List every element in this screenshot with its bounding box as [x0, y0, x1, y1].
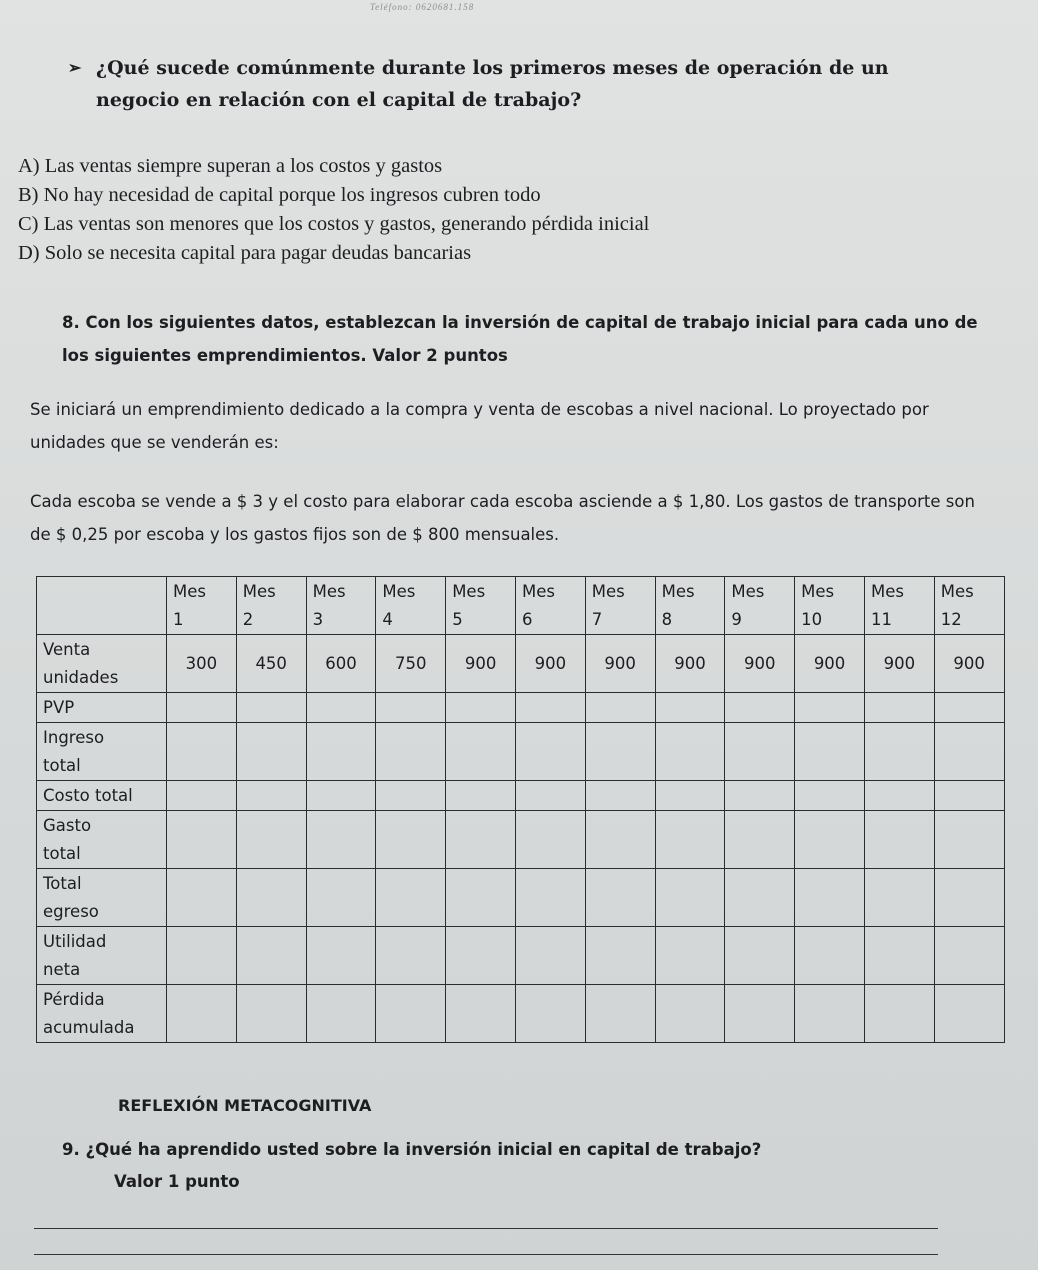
table-row-costo: [37, 781, 1005, 811]
input-cell[interactable]: [655, 985, 725, 1043]
input-cell[interactable]: [376, 811, 446, 869]
input-cell[interactable]: [446, 693, 516, 723]
units-cell: 300: [167, 635, 237, 693]
scenario-paragraph: Se iniciará un emprendimiento dedicado a la compra y venta de escobas a nivel nacional. Lo proyectado por unidades que se venderán es:: [30, 400, 929, 452]
input-cell[interactable]: [934, 811, 1004, 869]
input-cell[interactable]: [167, 693, 237, 723]
input-cell[interactable]: [655, 693, 725, 723]
input-cell[interactable]: [585, 927, 655, 985]
input-cell[interactable]: [167, 723, 237, 781]
option-c: C) Las ventas son menores que los costos y gastos, generando pérdida inicial: [18, 213, 650, 235]
input-cell[interactable]: [795, 869, 865, 927]
month-header: Mes 7: [585, 577, 655, 635]
faded-header-text: Teléfono: 0620681.158: [370, 2, 475, 12]
month-header: Mes 6: [515, 577, 585, 635]
row-label: Total egreso: [37, 869, 167, 927]
input-cell[interactable]: [376, 693, 446, 723]
input-cell[interactable]: [376, 985, 446, 1043]
input-cell[interactable]: [306, 811, 376, 869]
input-cell[interactable]: [515, 723, 585, 781]
question-9-text: 9. ¿Qué ha aprendido usted sobre la inversión inicial en capital de trabajo?: [62, 1140, 762, 1159]
input-cell[interactable]: [795, 723, 865, 781]
input-cell[interactable]: [655, 781, 725, 811]
row-label: Ingreso total: [37, 723, 167, 781]
input-cell[interactable]: [236, 693, 306, 723]
reflection-heading: REFLEXIÓN METACOGNITIVA: [118, 1096, 372, 1115]
units-cell: 900: [725, 635, 795, 693]
table-row-ingreso: [37, 723, 1005, 781]
input-cell[interactable]: [446, 869, 516, 927]
cost-paragraph: Cada escoba se vende a $ 3 y el costo para elaborar cada escoba asciende a $ 1,80. Los gastos de transporte son de $ 0,25 por escoba y los gastos fijos son de $ 800 mensuales.: [30, 492, 975, 544]
input-cell[interactable]: [585, 693, 655, 723]
row-label: Gasto total: [37, 811, 167, 869]
question-8-title: 8. Con los siguientes datos, establezcan la inversión de capital de trabajo inicial para cada uno de los siguientes emprendimientos. Valor 2 puntos: [62, 313, 978, 365]
input-cell[interactable]: [864, 985, 934, 1043]
table-header-row: [37, 577, 1005, 635]
month-header: Mes 8: [655, 577, 725, 635]
month-header: Mes 2: [236, 577, 306, 635]
row-label: Pérdida acumulada: [37, 985, 167, 1043]
input-cell[interactable]: [725, 723, 795, 781]
input-cell[interactable]: [376, 927, 446, 985]
input-cell[interactable]: [236, 781, 306, 811]
input-cell[interactable]: [864, 869, 934, 927]
month-header: Mes 9: [725, 577, 795, 635]
input-cell[interactable]: [585, 781, 655, 811]
units-cell: 900: [585, 635, 655, 693]
input-cell[interactable]: [236, 811, 306, 869]
units-cell: 600: [306, 635, 376, 693]
input-cell[interactable]: [864, 927, 934, 985]
input-cell[interactable]: [934, 781, 1004, 811]
table-row-egreso: [37, 869, 1005, 927]
units-cell: 750: [376, 635, 446, 693]
input-cell[interactable]: [376, 869, 446, 927]
units-cell: 900: [934, 635, 1004, 693]
month-header: Mes 4: [376, 577, 446, 635]
input-cell[interactable]: [934, 927, 1004, 985]
input-cell[interactable]: [934, 723, 1004, 781]
month-header: Mes 12: [934, 577, 1004, 635]
input-cell[interactable]: [306, 869, 376, 927]
option-d: D) Solo se necesita capital para pagar deudas bancarias: [18, 242, 472, 264]
input-cell[interactable]: [515, 985, 585, 1043]
input-cell[interactable]: [446, 781, 516, 811]
input-cell[interactable]: [167, 927, 237, 985]
units-cell: 450: [236, 635, 306, 693]
input-cell[interactable]: [725, 693, 795, 723]
input-cell[interactable]: [585, 869, 655, 927]
input-cell[interactable]: [167, 985, 237, 1043]
input-cell[interactable]: [446, 723, 516, 781]
arrow-bullet-icon: ➢: [68, 58, 82, 77]
units-cell: 900: [446, 635, 516, 693]
input-cell[interactable]: [515, 811, 585, 869]
input-cell[interactable]: [725, 781, 795, 811]
input-cell[interactable]: [306, 985, 376, 1043]
input-cell[interactable]: [725, 927, 795, 985]
row-label: PVP: [37, 693, 167, 723]
input-cell[interactable]: [167, 781, 237, 811]
row-label: Venta unidades: [37, 635, 167, 693]
month-header: Mes 5: [446, 577, 516, 635]
input-cell[interactable]: [585, 811, 655, 869]
row-label: Utilidad neta: [37, 927, 167, 985]
input-cell[interactable]: [655, 811, 725, 869]
input-cell[interactable]: [864, 723, 934, 781]
units-cell: 900: [795, 635, 865, 693]
input-cell[interactable]: [446, 985, 516, 1043]
table-row-perdida: [37, 985, 1005, 1043]
units-cell: 900: [655, 635, 725, 693]
options-list: [18, 152, 918, 268]
input-cell[interactable]: [236, 985, 306, 1043]
input-cell[interactable]: [655, 723, 725, 781]
input-cell[interactable]: [795, 811, 865, 869]
input-cell[interactable]: [585, 723, 655, 781]
input-cell[interactable]: [306, 723, 376, 781]
input-cell[interactable]: [864, 693, 934, 723]
input-cell[interactable]: [795, 927, 865, 985]
input-cell[interactable]: [515, 869, 585, 927]
capital-table: [36, 576, 1005, 1043]
row-label: Costo total: [37, 781, 167, 811]
input-cell[interactable]: [167, 811, 237, 869]
input-cell[interactable]: [655, 927, 725, 985]
table-row-utilidad: [37, 927, 1005, 985]
table-header-corner: [37, 577, 167, 635]
month-header: Mes 1: [167, 577, 237, 635]
input-cell[interactable]: [725, 811, 795, 869]
input-cell[interactable]: [376, 781, 446, 811]
input-cell[interactable]: [864, 811, 934, 869]
option-b: B) No hay necesidad de capital porque los ingresos cubren todo: [18, 184, 541, 206]
question-9: [62, 1134, 982, 1198]
input-cell[interactable]: [376, 723, 446, 781]
month-header: Mes 3: [306, 577, 376, 635]
question-title: [68, 52, 976, 116]
input-cell[interactable]: [306, 693, 376, 723]
question-text: ¿Qué sucede comúnmente durante los primeros meses de operación de un negocio en relación con el capital de trabajo?: [96, 57, 889, 111]
answer-line[interactable]: [34, 1254, 938, 1255]
input-cell[interactable]: [864, 781, 934, 811]
input-cell[interactable]: [306, 927, 376, 985]
table-row-gasto: [37, 811, 1005, 869]
input-cell[interactable]: [795, 985, 865, 1043]
table-row-venta: [37, 635, 1005, 693]
input-cell[interactable]: [236, 869, 306, 927]
input-cell[interactable]: [725, 985, 795, 1043]
input-cell[interactable]: [585, 985, 655, 1043]
input-cell[interactable]: [446, 811, 516, 869]
month-header: Mes 10: [795, 577, 865, 635]
input-cell[interactable]: [934, 985, 1004, 1043]
question-9-points: Valor 1 punto: [114, 1172, 240, 1191]
units-cell: 900: [515, 635, 585, 693]
input-cell[interactable]: [795, 693, 865, 723]
option-a: A) Las ventas siempre superan a los costos y gastos: [18, 155, 443, 177]
month-header: Mes 11: [864, 577, 934, 635]
input-cell[interactable]: [795, 781, 865, 811]
input-cell[interactable]: [725, 869, 795, 927]
input-cell[interactable]: [515, 927, 585, 985]
input-cell[interactable]: [934, 693, 1004, 723]
input-cell[interactable]: [655, 869, 725, 927]
units-cell: 900: [864, 635, 934, 693]
input-cell[interactable]: [236, 723, 306, 781]
input-cell[interactable]: [515, 781, 585, 811]
input-cell[interactable]: [167, 869, 237, 927]
input-cell[interactable]: [306, 781, 376, 811]
input-cell[interactable]: [515, 693, 585, 723]
input-cell[interactable]: [236, 927, 306, 985]
input-cell[interactable]: [446, 927, 516, 985]
input-cell[interactable]: [934, 869, 1004, 927]
answer-line[interactable]: [34, 1228, 938, 1229]
table-row-pvp: [37, 693, 1005, 723]
